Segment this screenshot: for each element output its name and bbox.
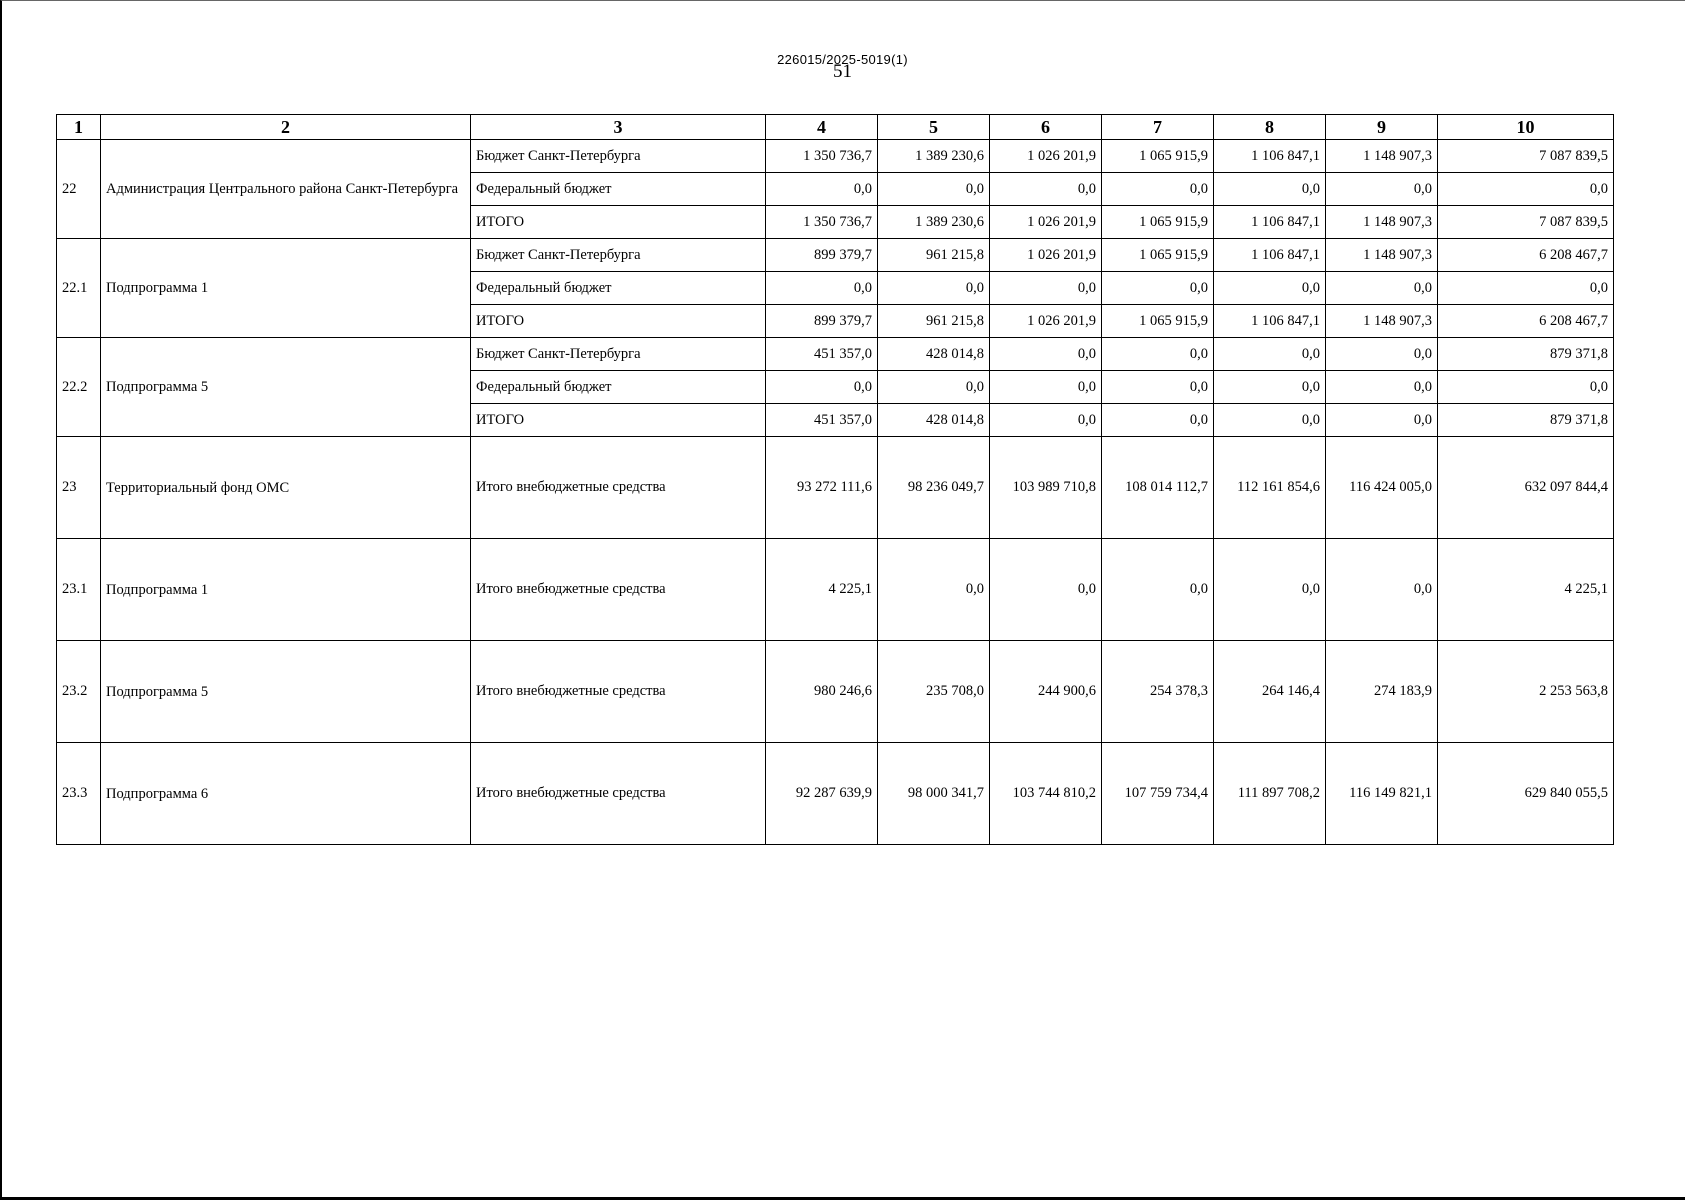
column-header: 4 <box>766 115 878 140</box>
column-header: 1 <box>57 115 101 140</box>
year-value: 235 708,0 <box>878 641 990 743</box>
year-value: 0,0 <box>1326 404 1438 437</box>
year-value: 0,0 <box>766 272 878 305</box>
year-value: 92 287 639,9 <box>766 743 878 845</box>
year-value: 1 065 915,9 <box>1102 239 1214 272</box>
year-value: 0,0 <box>1214 173 1326 206</box>
year-value: 1 065 915,9 <box>1102 140 1214 173</box>
year-value: 0,0 <box>990 371 1102 404</box>
year-value: 1 148 907,3 <box>1326 305 1438 338</box>
year-value: 107 759 734,4 <box>1102 743 1214 845</box>
row-index: 22.1 <box>57 239 101 338</box>
year-value: 1 065 915,9 <box>1102 305 1214 338</box>
year-value: 0,0 <box>1214 272 1326 305</box>
year-value: 98 236 049,7 <box>878 437 990 539</box>
year-value: 274 183,9 <box>1326 641 1438 743</box>
year-value: 899 379,7 <box>766 239 878 272</box>
year-value: 0,0 <box>766 173 878 206</box>
year-value: 1 148 907,3 <box>1326 206 1438 239</box>
year-value: 1 148 907,3 <box>1326 239 1438 272</box>
funding-source: Итого внебюджетные средства <box>471 641 766 743</box>
year-value: 0,0 <box>990 173 1102 206</box>
year-value: 1 106 847,1 <box>1214 239 1326 272</box>
column-header: 5 <box>878 115 990 140</box>
year-value: 899 379,7 <box>766 305 878 338</box>
column-header: 3 <box>471 115 766 140</box>
year-value: 108 014 112,7 <box>1102 437 1214 539</box>
year-value: 1 350 736,7 <box>766 140 878 173</box>
year-value: 0,0 <box>990 272 1102 305</box>
executor-name: Администрация Центрального района Санкт-Петербурга <box>101 140 471 239</box>
year-value: 0,0 <box>1214 338 1326 371</box>
total-value: 7 087 839,5 <box>1438 140 1614 173</box>
year-value: 451 357,0 <box>766 404 878 437</box>
year-value: 254 378,3 <box>1102 641 1214 743</box>
row-index: 23.1 <box>57 539 101 641</box>
executor-name: Подпрограмма 1 <box>101 239 471 338</box>
funding-source: Федеральный бюджет <box>471 272 766 305</box>
table-row <box>57 743 1614 845</box>
funding-source: Итого внебюджетные средства <box>471 539 766 641</box>
total-value: 0,0 <box>1438 173 1614 206</box>
column-number-header-row <box>57 115 1614 140</box>
executor-name: Территориальный фонд ОМС <box>101 437 471 539</box>
year-value: 428 014,8 <box>878 338 990 371</box>
table-row <box>57 338 1614 371</box>
year-value: 0,0 <box>1214 404 1326 437</box>
total-value: 2 253 563,8 <box>1438 641 1614 743</box>
funding-source: Итого внебюджетные средства <box>471 437 766 539</box>
year-value: 264 146,4 <box>1214 641 1326 743</box>
year-value: 0,0 <box>1102 539 1214 641</box>
total-value: 6 208 467,7 <box>1438 239 1614 272</box>
column-header: 8 <box>1214 115 1326 140</box>
year-value: 1 106 847,1 <box>1214 305 1326 338</box>
year-value: 428 014,8 <box>878 404 990 437</box>
year-value: 1 026 201,9 <box>990 206 1102 239</box>
document-id: 226015/2025-5019(1) <box>777 52 908 67</box>
column-header: 6 <box>990 115 1102 140</box>
total-value: 632 097 844,4 <box>1438 437 1614 539</box>
funding-source: Федеральный бюджет <box>471 173 766 206</box>
year-value: 961 215,8 <box>878 239 990 272</box>
year-value: 116 424 005,0 <box>1326 437 1438 539</box>
year-value: 1 026 201,9 <box>990 305 1102 338</box>
year-value: 244 900,6 <box>990 641 1102 743</box>
executor-name: Подпрограмма 5 <box>101 641 471 743</box>
year-value: 1 106 847,1 <box>1214 206 1326 239</box>
year-value: 0,0 <box>1326 371 1438 404</box>
column-header: 7 <box>1102 115 1214 140</box>
funding-source: Бюджет Санкт-Петербурга <box>471 239 766 272</box>
year-value: 0,0 <box>1214 539 1326 641</box>
funding-source: Бюджет Санкт-Петербурга <box>471 338 766 371</box>
budget-table <box>56 114 1614 845</box>
table-row <box>57 539 1614 641</box>
year-value: 0,0 <box>990 404 1102 437</box>
year-value: 0,0 <box>878 371 990 404</box>
total-value: 879 371,8 <box>1438 404 1614 437</box>
row-index: 23.2 <box>57 641 101 743</box>
year-value: 0,0 <box>878 173 990 206</box>
year-value: 0,0 <box>1326 338 1438 371</box>
year-value: 451 357,0 <box>766 338 878 371</box>
column-header: 9 <box>1326 115 1438 140</box>
year-value: 98 000 341,7 <box>878 743 990 845</box>
year-value: 1 026 201,9 <box>990 140 1102 173</box>
row-index: 23.3 <box>57 743 101 845</box>
total-value: 629 840 055,5 <box>1438 743 1614 845</box>
year-value: 0,0 <box>1102 272 1214 305</box>
row-index: 22 <box>57 140 101 239</box>
table-row <box>57 437 1614 539</box>
row-index: 23 <box>57 437 101 539</box>
executor-name: Подпрограмма 6 <box>101 743 471 845</box>
column-header: 2 <box>101 115 471 140</box>
year-value: 0,0 <box>1326 272 1438 305</box>
year-value: 0,0 <box>1326 173 1438 206</box>
year-value: 1 389 230,6 <box>878 206 990 239</box>
year-value: 1 026 201,9 <box>990 239 1102 272</box>
table-row <box>57 140 1614 173</box>
year-value: 1 350 736,7 <box>766 206 878 239</box>
year-value: 0,0 <box>990 338 1102 371</box>
column-header: 10 <box>1438 115 1614 140</box>
year-value: 961 215,8 <box>878 305 990 338</box>
year-value: 0,0 <box>1214 371 1326 404</box>
year-value: 0,0 <box>1102 173 1214 206</box>
year-value: 1 389 230,6 <box>878 140 990 173</box>
year-value: 1 065 915,9 <box>1102 206 1214 239</box>
executor-name: Подпрограмма 5 <box>101 338 471 437</box>
year-value: 112 161 854,6 <box>1214 437 1326 539</box>
table-body <box>57 140 1614 845</box>
year-value: 1 148 907,3 <box>1326 140 1438 173</box>
year-value: 0,0 <box>766 371 878 404</box>
year-value: 0,0 <box>878 272 990 305</box>
year-value: 116 149 821,1 <box>1326 743 1438 845</box>
year-value: 0,0 <box>1326 539 1438 641</box>
total-value: 7 087 839,5 <box>1438 206 1614 239</box>
total-value: 879 371,8 <box>1438 338 1614 371</box>
year-value: 0,0 <box>1102 371 1214 404</box>
year-value: 103 989 710,8 <box>990 437 1102 539</box>
year-value: 0,0 <box>1102 404 1214 437</box>
table-row <box>57 641 1614 743</box>
year-value: 1 106 847,1 <box>1214 140 1326 173</box>
year-value: 980 246,6 <box>766 641 878 743</box>
year-value: 103 744 810,2 <box>990 743 1102 845</box>
row-index: 22.2 <box>57 338 101 437</box>
year-value: 4 225,1 <box>766 539 878 641</box>
year-value: 0,0 <box>1102 338 1214 371</box>
page-number: 51 <box>833 61 852 82</box>
table-row <box>57 239 1614 272</box>
total-value: 4 225,1 <box>1438 539 1614 641</box>
funding-source: Федеральный бюджет <box>471 371 766 404</box>
executor-name: Подпрограмма 1 <box>101 539 471 641</box>
year-value: 111 897 708,2 <box>1214 743 1326 845</box>
funding-source: ИТОГО <box>471 404 766 437</box>
funding-source: Бюджет Санкт-Петербурга <box>471 140 766 173</box>
year-value: 0,0 <box>990 539 1102 641</box>
funding-source: Итого внебюджетные средства <box>471 743 766 845</box>
total-value: 0,0 <box>1438 272 1614 305</box>
total-value: 6 208 467,7 <box>1438 305 1614 338</box>
funding-source: ИТОГО <box>471 206 766 239</box>
year-value: 93 272 111,6 <box>766 437 878 539</box>
year-value: 0,0 <box>878 539 990 641</box>
total-value: 0,0 <box>1438 371 1614 404</box>
funding-source: ИТОГО <box>471 305 766 338</box>
